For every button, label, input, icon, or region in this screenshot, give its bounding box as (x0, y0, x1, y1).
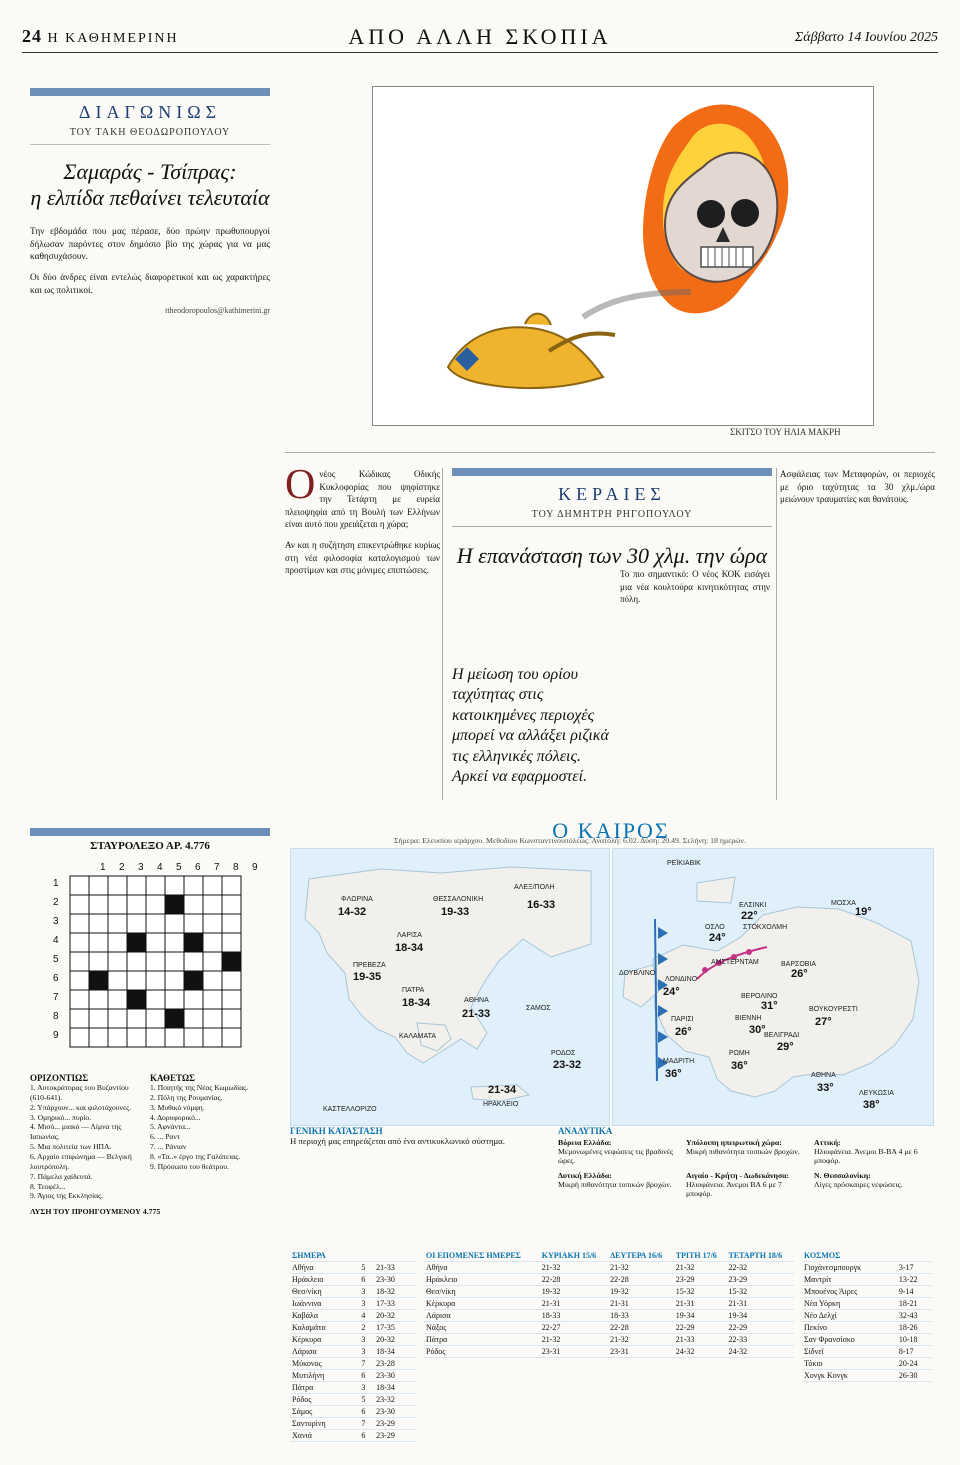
cartoon-caption: ΣΚΙΤΣΟ ΤΟΥ ΗΛΙΑ ΜΑΚΡΗ (730, 427, 841, 437)
map-label-warsaw: ΒΑΡΣΟΒΙΑ (781, 961, 817, 968)
map-label-bucharest: ΒΟΥΚΟΥΡΕΣΤΙ (809, 1006, 858, 1013)
table-row: Σαντορίνη 7 23-29 (290, 1418, 416, 1430)
table-row: Λάρισα 18-33 18-33 19-34 19-34 (424, 1310, 794, 1322)
map-value-heraklio: 21-34 (488, 1084, 517, 1096)
crossword-grid-svg (30, 858, 270, 1073)
weather-title: Ο ΚΑΙΡΟΣ (552, 818, 670, 843)
today-table: ΣΗΜΕΡΑ Αθήνα 5 21-33 Ηράκλειο 6 23-30 Θεσ/νίκη 3 18-32 Ιωάννινα 3 17-33 Καβάλα 4 20-32 Καλαμάτα 2 17-35 Κέρκυρα 3 20-32 Λάρισα 3 18-34 Μύκονος 7 23-28 Μυτιλήνη 6 23-30 Πάτρα 3 18-34 Ρόδος 5 23-32 Σάμος 6 23-30 Σαντορίνη 7 23-29 Χανιά 6 23-29 (290, 1250, 416, 1442)
map-label-berlin: ΒΕΡΟΛΙΝΟ (741, 993, 778, 1000)
map-label-amsterdam: ΑΜΣΤΕΡΝΤΑΜ (711, 959, 759, 966)
svg-text:6: 6 (53, 973, 59, 984)
map-label-nicosia: ΛΕΥΚΩΣΙΑ (859, 1090, 894, 1097)
table-row: Σίδνεϊ 8-17 (802, 1346, 932, 1358)
table-row: Πεκίνο 18-26 (802, 1322, 932, 1334)
crossword (30, 828, 270, 1216)
region-block: Δυτική Ελλάδα: Μικρή πιθανότητα τοπικών βροχών. (558, 1171, 672, 1189)
article-column-1: Ονέος Κώδικας Οδικής Κυκλοφορίας που ψηφίστηκε την Τετάρτη με ευρεία πλειοψηφία από τη Βουλή των Ελλήνων είναι αυτό που χρειάζεται η χώρα; Αν και η συζήτηση επικεντρώθηκε κυρίως στη νέα φιλοσοφία καταλογισμού των προστίμων και στις μόνιμες επιπτώσεις. (285, 462, 440, 576)
map-value-madrid: 36° (665, 1068, 682, 1080)
table-row: Πάτρα 21-32 21-32 21-33 22-33 (424, 1334, 794, 1346)
keraies-headline: Η επανάσταση των 30 χλμ. την ώρα (456, 543, 768, 568)
across-clues: ΟΡΙΖΟΝΤΙΩΣ 1. Αυτοκράτορας του Βυζαντίου (610-641). 2. Υπάρχουν... και φιλοτάχουνες. 3. Ομηρικό... πυρίο. 4. Μισό... μιακό — Λίμνα της Ιαπωνίας. 5. Μια πολιτεία των ΗΠΑ. 6. Αρχαίο επιφώνημα — Βελγική λουτρόπολη. 7. Πάμελα χαίδευτά. 8. Τεοφέλ... 9. Άγιος της Εκκλησίας. (30, 1073, 132, 1201)
map-label-patra: ΠΑΤΡΑ (402, 987, 425, 994)
map-value-larisa: 18-34 (395, 942, 424, 954)
svg-text:8: 8 (233, 862, 239, 873)
table-row: Γιοχάνεσμπουργκ 3-17 (802, 1262, 932, 1274)
map-label-samos: ΣΑΜΟΣ (526, 1005, 551, 1012)
weather-subtitle: Σήμερα: Ελευσίου ιεράρχου. Μεθοδίου Κωνσταντινουπόλεως. Ανατολή: 6.02. Δύση: 20.49. Σελήνη: 18 ημερών. (394, 836, 746, 845)
svg-text:1: 1 (53, 878, 59, 889)
forecast-table: ΟΙ ΕΠΟΜΕΝΕΣ ΗΜΕΡΕΣ ΚΥΡΙΑΚΗ 15/6 ΔΕΥΤΕΡΑ 16/6 ΤΡΙΤΗ 17/6 ΤΕΤΑΡΤΗ 18/6 Αθήνα 21-32 21-32 21-32 22-32 Ηράκλειο 22-28 22-28 23-29 23-29 Θεσ/νίκη 19-32 19-32 15-32 15-32 Κέρκυρα 21-31 21-31 21-31 21-31 Λάρισα 18-33 18-33 19-34 19-34 Νάξος 22-27 22-28 22-29 22-29 Πάτρα 21-32 21-32 21-33 22-33 Ρόδος 23-31 23-31 24-32 24-32 (424, 1250, 794, 1358)
map-label-reykjavik: ΡΕΪΚΙΑΒΙΚ (667, 860, 701, 867)
table-row: Μπουένος Άιρες 9-14 (802, 1286, 932, 1298)
map-value-paris: 26° (675, 1026, 692, 1038)
map-value-helsinki: 22° (741, 910, 758, 922)
map-value-florina: 14-32 (338, 906, 367, 918)
svg-text:8: 8 (53, 1011, 59, 1022)
regional-forecast: ΑΝΑΛΥΤΙΚΑ Βόρεια Ελλάδα: Μεμονωμένες νεφώσεις τις βραδινές ώρες. Υπόλοιπη ηπειρωτική χώρα: Μικρή πιθανότητα τοπικών βροχών. Αττική: Ηλιοφάνεια. Άνεμοι Β-ΒΑ 4 με 6 μποφόρ. Δυτική Ελλάδα: Μικρή πιθανότητα τοπικών βροχών. Αιγαίο - Κρήτη - Δωδεκάνησα: Ηλιοφάνεια. Άνεμοι ΒΑ 6 με 7 μποφόρ. Ν. Θεσσαλονίκη: Λίγες πρόσκαιρες νεφώσεις. (558, 1126, 932, 1198)
column-byline: ΤΟΥ ΤΑΚΗ ΘΕΟΔΩΡΟΠΟΥΛΟΥ (30, 127, 270, 145)
map-value-london: 24° (663, 986, 680, 998)
table-row: Σαν Φρανσίσκο 10-18 (802, 1334, 932, 1346)
map-label-belgrade: ΒΕΛΙΓΡΑΔΙ (764, 1032, 800, 1039)
map-label-moscow: ΜΟΣΧΑ (831, 900, 856, 907)
map-label-london: ΛΟΝΔΙΝΟ (665, 976, 698, 983)
map-label-florina: ΦΛΩΡΙΝΑ (341, 896, 373, 903)
map-label-oslo: ΟΣΛΟ (705, 924, 725, 931)
table-row: Σάμος 6 23-30 (290, 1406, 416, 1418)
crossword-title: ΣΤΑΥΡΟΛΕΞΟ ΑΡ. 4.776 (90, 840, 210, 852)
map-label-paris: ΠΑΡΙΣΙ (671, 1016, 694, 1023)
map-value-oslo: 24° (709, 932, 726, 944)
table-row: Μαντρίτ 13-22 (802, 1274, 932, 1286)
map-value-vienna: 30° (749, 1024, 766, 1036)
greece-map-svg (291, 849, 609, 1125)
table-row: Αθήνα 5 21-33 (290, 1262, 416, 1274)
map-value-alexandroupoli: 16-33 (527, 899, 556, 911)
map-value-athina: 21-33 (462, 1008, 491, 1020)
svg-text:4: 4 (157, 862, 163, 873)
table-row: Χονγκ Κονγκ 26-30 (802, 1370, 932, 1382)
map-label-helsinki: ΕΛΣΙΝΚΙ (739, 902, 767, 909)
region-block: Ν. Θεσσαλονίκη: Λίγες πρόσκαιρες νεφώσεις. (814, 1171, 903, 1189)
crossword-band (30, 828, 270, 836)
masthead (22, 18, 938, 53)
svg-text:2: 2 (53, 897, 59, 908)
svg-text:5: 5 (53, 954, 59, 965)
table-row: Θεσ/νίκη 3 18-32 (290, 1286, 416, 1298)
column-divider (776, 468, 777, 800)
section-title: ΑΠΟ ΑΛΛΗ ΣΚΟΠΙΑ (348, 24, 612, 49)
svg-text:9: 9 (53, 1030, 59, 1041)
europe-map (612, 848, 934, 1126)
map-label-kastellorizo: ΚΑΣΤΕΛΛΟΡΙΖΟ (323, 1106, 377, 1113)
keraies-byline: ΤΟΥ ΔΗΜΗΤΡΗ ΡΗΓΟΠΟΥΛΟΥ (452, 509, 772, 527)
table-row: Χανιά 6 23-29 (290, 1430, 416, 1442)
title-band (30, 88, 270, 96)
issue-date: Σάββατο 14 Ιουνίου 2025 (794, 30, 938, 45)
map-label-athens: ΑΘΗΝΑ (811, 1072, 836, 1079)
map-label-stockholm: ΣΤΟΚΧΟΛΜΗ (743, 924, 788, 931)
svg-text:9: 9 (252, 862, 258, 873)
table-row: Μύκονος 7 23-28 (290, 1358, 416, 1370)
svg-text:5: 5 (176, 862, 182, 873)
map-label-athina: ΑΘΗΝΑ (464, 997, 489, 1004)
region-block: Αττική: Ηλιοφάνεια. Άνεμοι Β-ΒΑ 4 με 6 μποφόρ. (814, 1138, 918, 1165)
map-label-vienna: ΒΙΕΝΝΗ (735, 1015, 762, 1022)
map-label-alexandroupoli: ΑΛΕΞ/ΠΟΛΗ (514, 884, 555, 891)
map-label-rome: ΡΩΜΗ (729, 1050, 750, 1057)
table-row: Πάτρα 3 18-34 (290, 1382, 416, 1394)
map-value-rome: 36° (731, 1060, 748, 1072)
map-value-patra: 18-34 (402, 997, 431, 1009)
table-row: Νάξος 22-27 22-28 22-29 22-29 (424, 1322, 794, 1334)
column-title: ΔΙΑΓΩΝΙΩΣ (78, 102, 222, 122)
world-table: ΚΟΣΜΟΣ Γιοχάνεσμπουργκ 3-17 Μαντρίτ 13-22 Μπουένος Άιρες 9-14 Νέα Υόρκη 18-21 Νέο Δελχί 32-43 Πεκίνο 18-26 Σαν Φρανσίσκο 10-18 Σίδνεϊ 8-17 Τόκιο 20-24 Χονγκ Κονγκ 26-30 (802, 1250, 932, 1382)
svg-text:2: 2 (119, 862, 125, 873)
region-block: Βόρεια Ελλάδα: Μεμονωμένες νεφώσεις τις βραδινές ώρες. (558, 1138, 674, 1165)
map-value-berlin: 31° (761, 1000, 778, 1012)
map-label-preveza: ΠΡΕΒΕΖΑ (353, 962, 386, 969)
map-value-belgrade: 29° (777, 1041, 794, 1053)
table-row: Νέο Δελχί 32-43 (802, 1310, 932, 1322)
table-row: Μυτιλήνη 6 23-30 (290, 1370, 416, 1382)
author-email: ttheodoropoulos@kathimerini.gr (165, 305, 270, 315)
left-column (30, 88, 270, 315)
table-row: Νέα Υόρκη 18-21 (802, 1298, 932, 1310)
table-row: Καβάλα 4 20-32 (290, 1310, 416, 1322)
drop-cap: Ο (285, 462, 316, 508)
region-block: Υπόλοιπη ηπειρωτική χώρα: Μικρή πιθανότητα τοπικών βροχών. (686, 1138, 800, 1156)
map-label-madrid: ΜΑΔΡΙΤΗ (663, 1058, 695, 1065)
svg-text:3: 3 (138, 862, 144, 873)
map-value-nicosia: 38° (863, 1099, 880, 1111)
cartoon-illustration (373, 87, 873, 425)
map-label-kalamata: ΚΑΛΑΜΑΤΑ (399, 1033, 437, 1040)
svg-text:3: 3 (53, 916, 59, 927)
article-column-3: Το πιο σημαντικό: Ο νέος ΚΟΚ εισάγει μια νέα κουλτούρα κινητικότητας στην πόλη. (620, 569, 770, 605)
down-clues: ΚΑΘΕΤΩΣ 1. Ποιητής της Νέας Κωμωδίας. 2. Πόλη της Ρουμανίας. 3. Μυθικό νύμφη. 4. Δορυφορικό... 5. Αφνάντα... 6. ... Ραντ 7. ... Ράνιαν 8. «Τα..» έργο της Γαλάτειας. 9. Πρόσωπο του θεάτρου. (150, 1073, 249, 1171)
table-row: Λάρισα 3 18-34 (290, 1346, 416, 1358)
map-value-athens: 33° (817, 1082, 834, 1094)
map-label-thessaloniki: ΘΕΣΣΑΛΟΝΙΚΗ (433, 896, 484, 903)
table-row: Καλαμάτα 2 17-35 (290, 1322, 416, 1334)
table-row: Ιωάννινα 3 17-33 (290, 1298, 416, 1310)
keraies-band (452, 468, 772, 476)
column-divider (442, 468, 443, 800)
table-row: Ρόδος 5 23-32 (290, 1394, 416, 1406)
table-row: Κέρκυρα 21-31 21-31 21-31 21-31 (424, 1298, 794, 1310)
map-value-rhodes: 23-32 (553, 1059, 582, 1071)
svg-text:7: 7 (53, 992, 59, 1003)
svg-text:6: 6 (195, 862, 201, 873)
greece-map (290, 848, 610, 1126)
map-label-rhodes: ΡΟΔΟΣ (551, 1050, 576, 1057)
pull-quote: Η μείωση του ορίου ταχύτητας στις κατοικημένες περιοχές μπορεί να αλλάξει ριζικά τις ελληνικές πόλεις. Αρκεί να εφαρμοστεί. (452, 666, 609, 786)
crossword-grid (30, 858, 270, 1073)
page-number: 24 Η ΚΑΘΗΜΕΡΙΝΗ (22, 26, 179, 46)
keraies-header (452, 468, 772, 568)
keraies-title: ΚΕΡΑΙΕΣ (558, 484, 666, 504)
article-column-4: Ασφάλειας των Μεταφορών, οι περιοχές με όριο ταχύτητας τα 30 χλμ./ώρα μειώνουν τραυματίες και θανάτους. (780, 469, 935, 505)
region-block: Αιγαίο - Κρήτη - Δωδεκάνησα: Ηλιοφάνεια. Άνεμοι ΒΑ 6 με 7 μποφόρ. (686, 1171, 790, 1198)
column-headline: Σαμαράς - Τσίπρας: η ελπίδα πεθαίνει τελευταία (30, 159, 270, 211)
svg-text:1: 1 (100, 862, 106, 873)
table-row: Ηράκλειο 6 23-30 (290, 1274, 416, 1286)
table-row: Θεσ/νίκη 19-32 19-32 15-32 15-32 (424, 1286, 794, 1298)
table-row: Τόκιο 20-24 (802, 1358, 932, 1370)
map-value-bucharest: 27° (815, 1016, 832, 1028)
svg-text:4: 4 (53, 935, 59, 946)
map-value-moscow: 19° (855, 906, 872, 918)
map-label-dublin: ΔΟΥΒΛΙΝΟ (619, 970, 656, 977)
table-row: Ηράκλειο 22-28 22-28 23-29 23-29 (424, 1274, 794, 1286)
newspaper-name: Η ΚΑΘΗΜΕΡΙΝΗ (47, 31, 179, 46)
table-row: Αθήνα 21-32 21-32 21-32 22-32 (424, 1262, 794, 1274)
cartoon (372, 86, 874, 426)
map-value-preveza: 19-35 (353, 971, 382, 983)
section-divider (285, 452, 935, 453)
svg-text:7: 7 (214, 862, 220, 873)
solution-label: ΛΥΣΗ ΤΟΥ ΠΡΟΗΓΟΥΜΕΝΟΥ 4.775 (30, 1207, 161, 1217)
column-body: Την εβδομάδα που μας πέρασε, δύο πρώην πρωθυπουργοί δήλωσαν παρόντες στον δημόσιο βίο της χώρας για να μας καθησυχάσουν. Οι δύο άνδρες είναι εντελώς διαφορετικοί και ως χαρακτήρες και ως πολιτικοί. (30, 226, 270, 297)
table-row: Κέρκυρα 3 20-32 (290, 1334, 416, 1346)
map-value-thessaloniki: 19-33 (441, 906, 470, 918)
table-row: Ρόδος 23-31 23-31 24-32 24-32 (424, 1346, 794, 1358)
map-label-larisa: ΛΑΡΙΣΑ (397, 932, 422, 939)
europe-map-svg (613, 849, 933, 1125)
map-value-warsaw: 26° (791, 968, 808, 980)
weather-page (290, 818, 932, 1440)
general-conditions: ΓΕΝΙΚΗ ΚΑΤΑΣΤΑΣΗ Η περιοχή μας επηρεάζεται από ένα αντικυκλωνικό σύστημα. (290, 1126, 505, 1146)
map-label-heraklio: ΗΡΑΚΛΕΙΟ (483, 1101, 519, 1108)
